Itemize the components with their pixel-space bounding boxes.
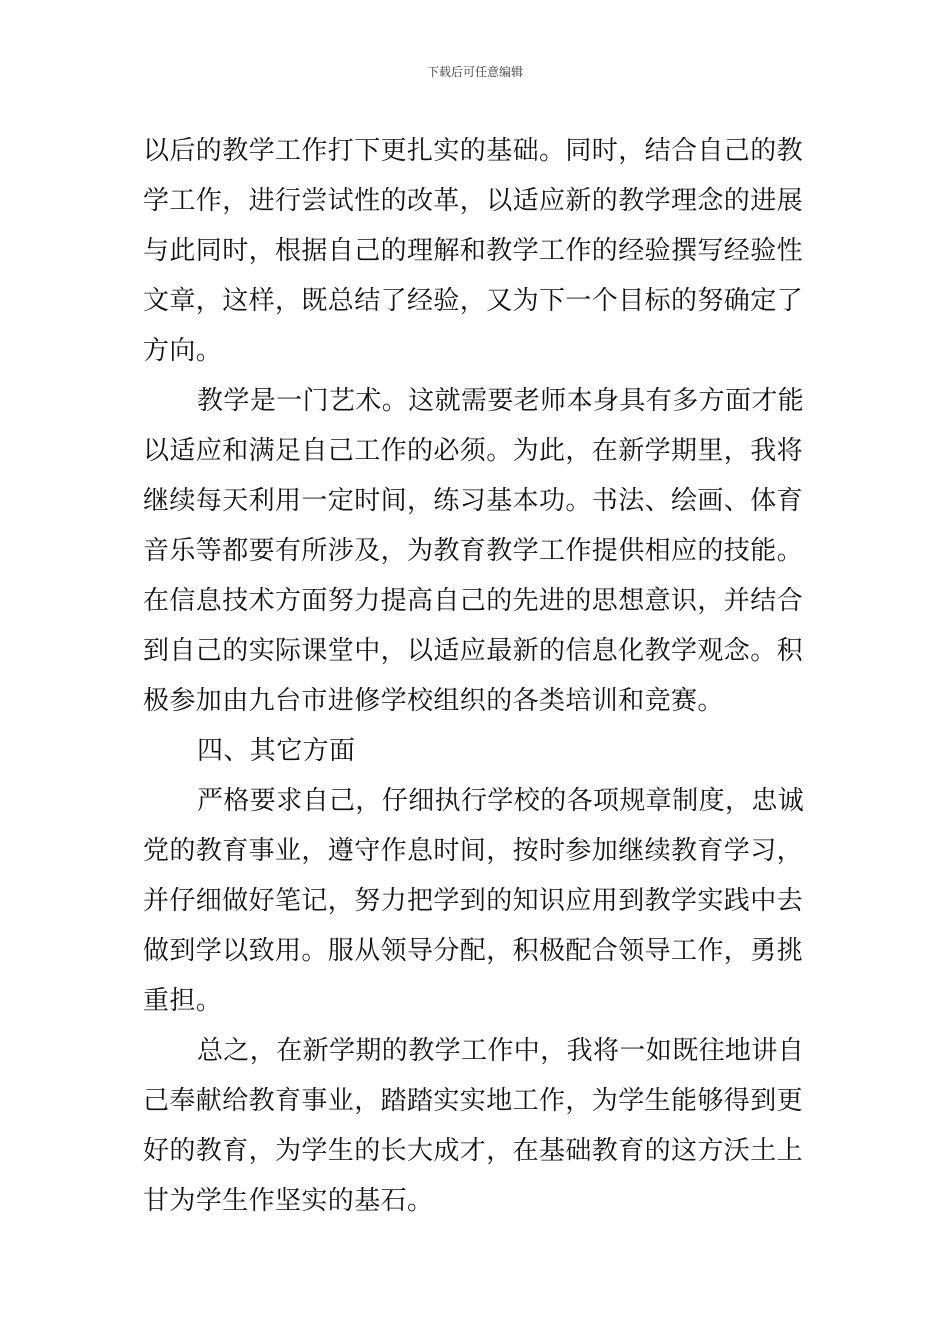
text-line: 以后的教学工作打下更扎实的基础。同时，结合自己的教 <box>143 136 804 166</box>
section-heading: 四、其它方面 <box>197 736 356 766</box>
paragraph-start-line: 教学是一门艺术。这就需要老师本身具有多方面才能 <box>197 386 805 416</box>
text-line: 做到学以致用。服从领导分配，积极配合领导工作，勇挑 <box>143 936 804 966</box>
text-line: 重担。 <box>143 986 223 1016</box>
text-line: 到自己的实际课堂中，以适应最新的信息化教学观念。积 <box>143 636 804 666</box>
text-line: 党的教育事业，遵守作息时间，按时参加继续教育学习， <box>143 836 804 866</box>
text-line: 在信息技术方面努力提高自己的先进的思想意识，并结合 <box>143 586 804 616</box>
text-line: 己奉献给教育事业，踏踏实实地工作，为学生能够得到更 <box>143 1086 804 1116</box>
document-body <box>143 126 807 1226</box>
text-line: 学工作，进行尝试性的改革，以适应新的教学理念的进展 <box>143 186 804 216</box>
text-line: 与此同时，根据自己的理解和教学工作的经验撰写经验性 <box>143 236 804 266</box>
text-line: 以适应和满足自己工作的必须。为此，在新学期里，我将 <box>143 436 804 466</box>
text-line: 极参加由九台市进修学校组织的各类培训和竞赛。 <box>143 686 724 716</box>
text-line: 继续每天利用一定时间，练习基本功。书法、绘画、体育 <box>143 486 804 516</box>
text-line: 甘为学生作坚实的基石。 <box>143 1186 434 1216</box>
text-line: 方向。 <box>143 336 223 366</box>
paragraph-start-line: 总之，在新学期的教学工作中，我将一如既往地讲自 <box>197 1036 805 1066</box>
text-line: 音乐等都要有所涉及，为教育教学工作提供相应的技能。 <box>143 536 804 566</box>
text-line: 文章，这样，既总结了经验，又为下一个目标的努确定了 <box>143 286 804 316</box>
text-line: 好的教育，为学生的长大成才，在基础教育的这方沃土上 <box>143 1136 804 1166</box>
page-header-note: 下载后可任意编辑 <box>426 65 523 79</box>
text-line: 并仔细做好笔记，努力把学到的知识应用到教学实践中去 <box>143 886 804 916</box>
paragraph-start-line: 严格要求自己，仔细执行学校的各项规章制度，忠诚 <box>197 786 805 816</box>
